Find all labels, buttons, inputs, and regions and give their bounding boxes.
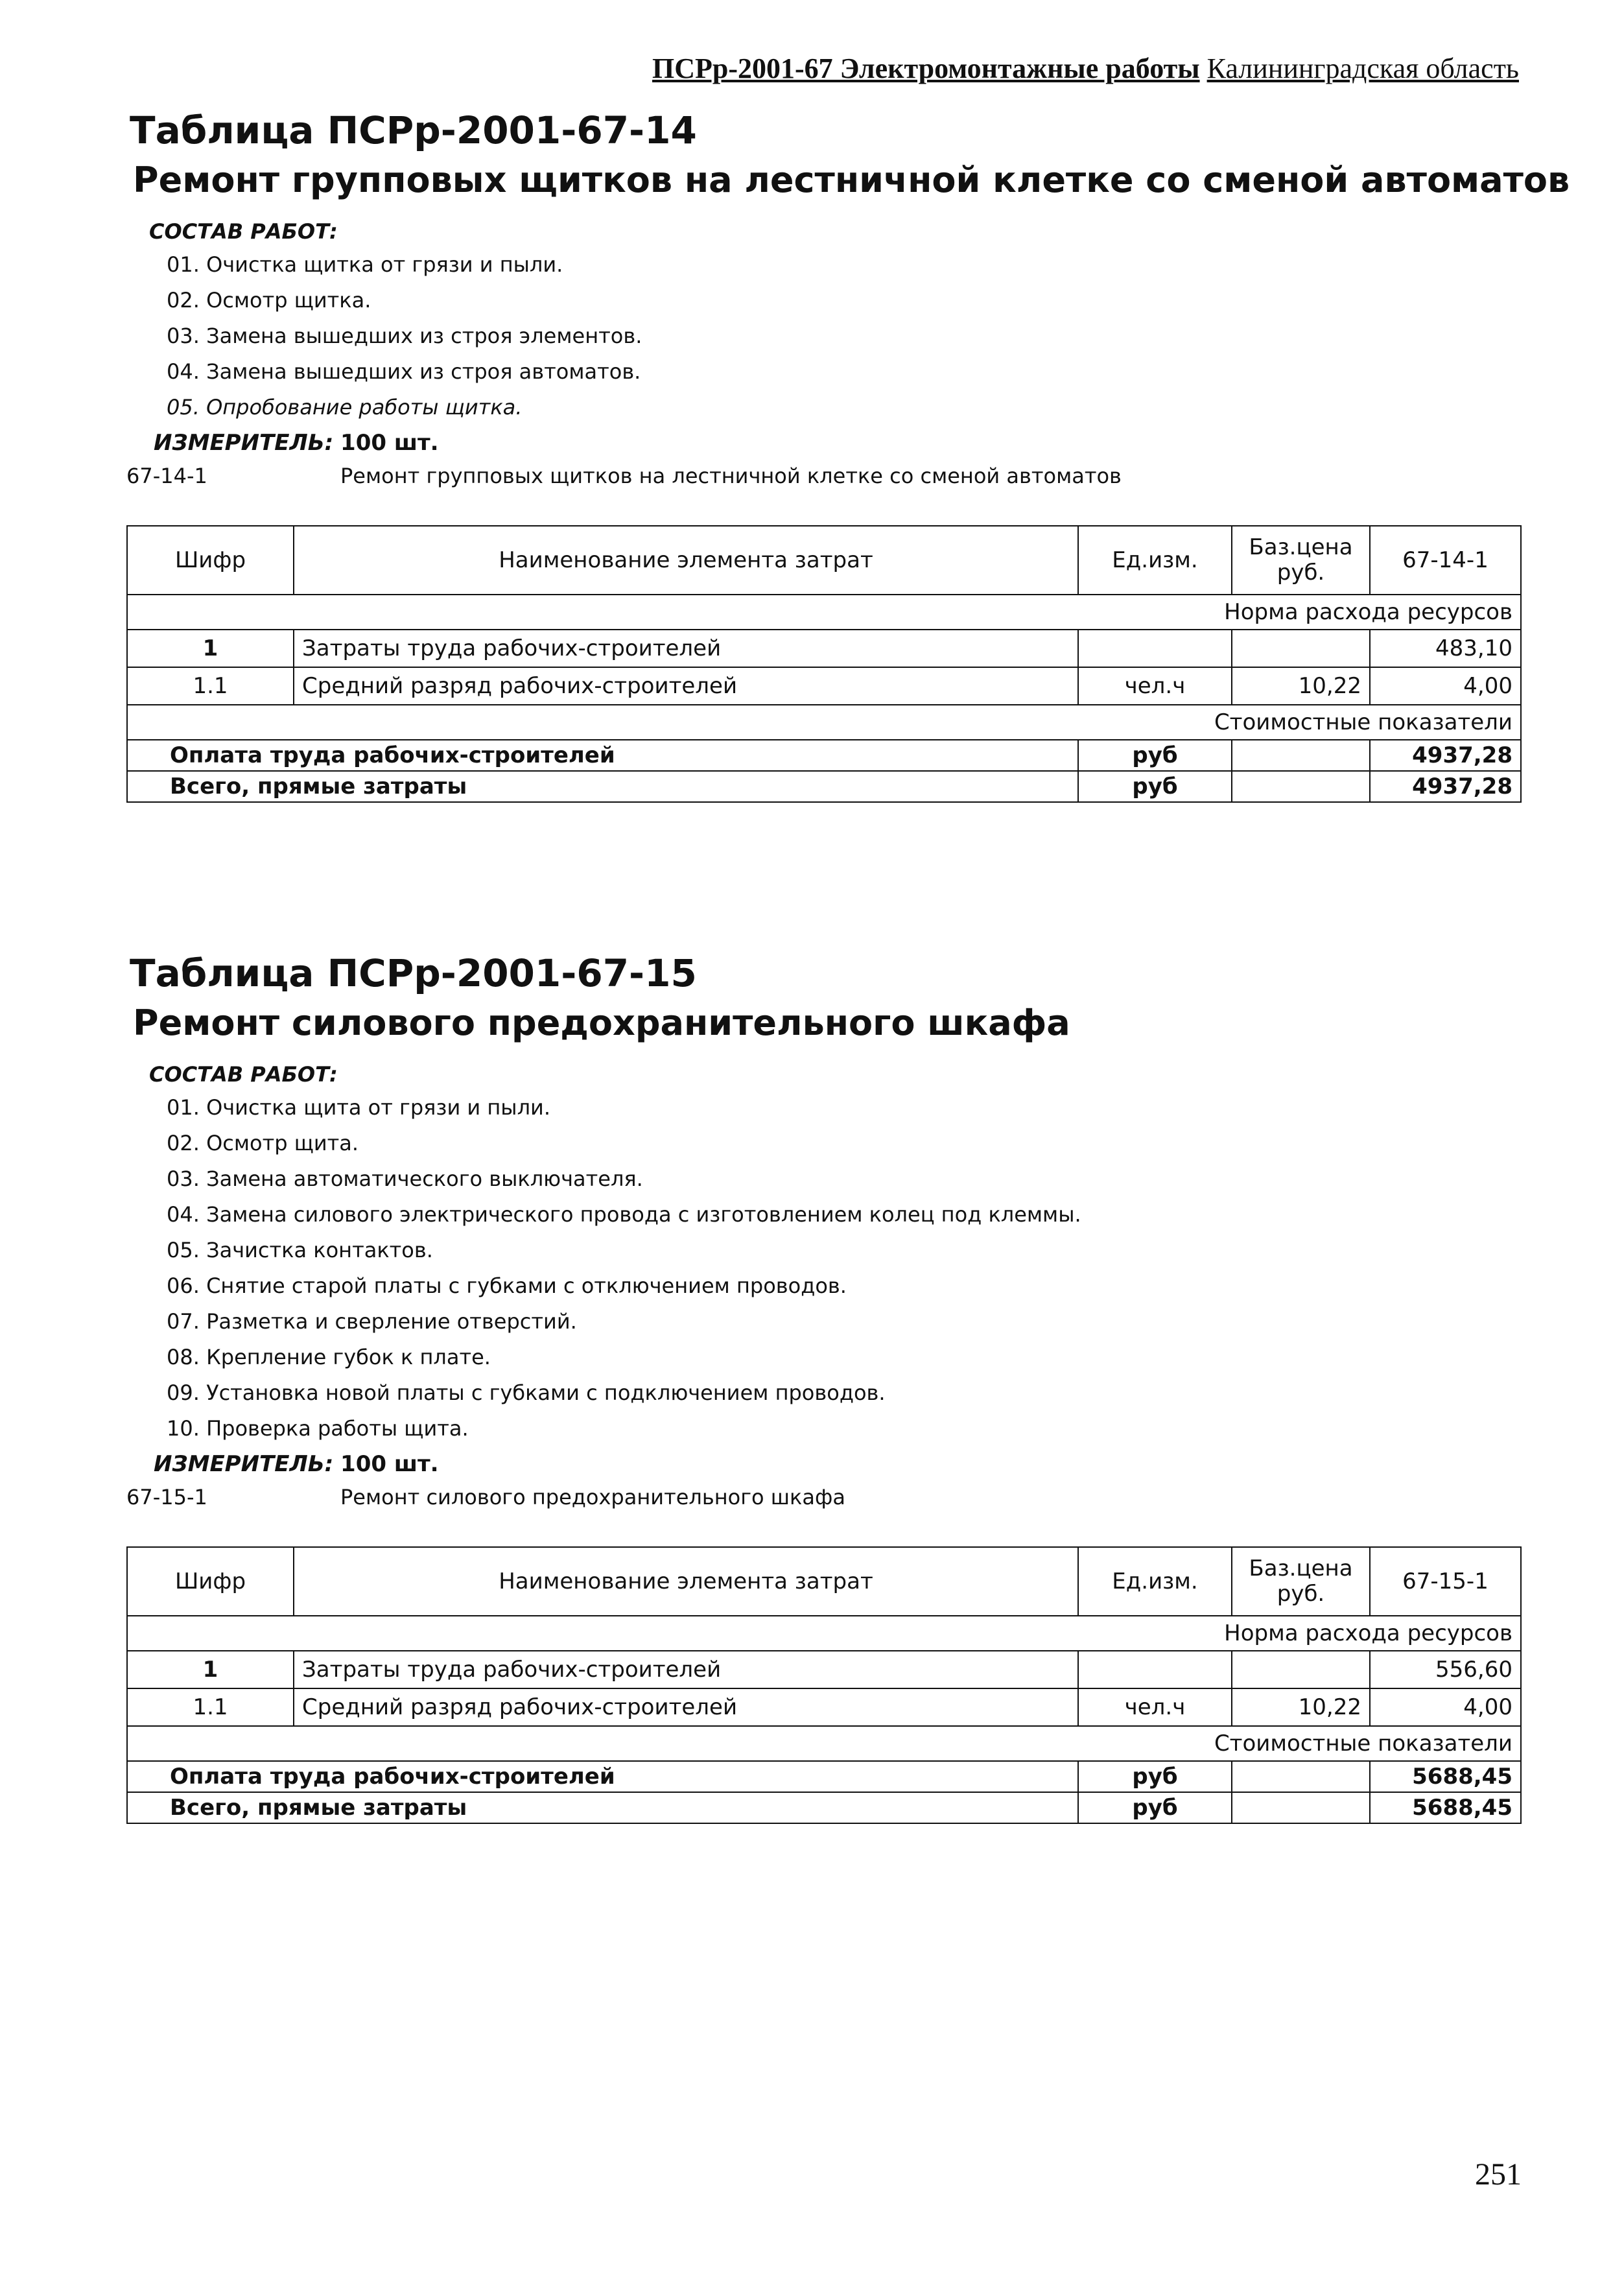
table-header-row: [127, 1547, 1521, 1616]
work-item: 06. Снятие старой платы с губками с отключением проводов.: [167, 1273, 847, 1299]
table-row: [127, 1688, 1521, 1726]
measure-label: ИЗМЕРИТЕЛЬ:: [154, 1451, 334, 1478]
work-item: 02. Осмотр щитка.: [167, 288, 371, 313]
measure-line: [154, 425, 1520, 460]
row-value: 556,60: [1370, 1651, 1521, 1688]
work-composition-label: СОСТАВ РАБОТ:: [149, 1062, 338, 1087]
total-price-empty: [1232, 771, 1370, 802]
col-item-header: 67-15-1: [1370, 1547, 1521, 1616]
work-item: 04. Замена вышедших из строя автоматов.: [167, 359, 641, 384]
total-row: [127, 1761, 1521, 1792]
table-row: [127, 667, 1521, 705]
measure-value: 100 шт.: [340, 430, 439, 456]
row-code: 1: [127, 1651, 294, 1688]
table-row: [127, 630, 1521, 667]
row-price: [1232, 1651, 1370, 1688]
cost-subheader-row: [127, 705, 1521, 740]
col-price-header: Баз.цена руб.: [1232, 1547, 1370, 1616]
work-item: 03. Замена автоматического выключателя.: [167, 1166, 643, 1192]
total-price-empty: [1232, 1761, 1370, 1792]
item-name: Ремонт групповых щитков на лестничной клетке со сменой автоматов: [340, 464, 1122, 489]
total-row: [127, 740, 1521, 771]
row-price: 10,22: [1232, 667, 1370, 705]
total-value: 4937,28: [1370, 771, 1521, 802]
row-name: Затраты труда рабочих-строителей: [294, 1651, 1078, 1688]
total-row: [127, 1792, 1521, 1823]
norm-subheader: Норма расхода ресурсов: [127, 595, 1521, 630]
work-item: 05. Опробование работы щитка.: [167, 395, 523, 420]
table-row: [127, 1651, 1521, 1688]
col-code-header: Шифр: [127, 526, 294, 595]
measure-label: ИЗМЕРИТЕЛЬ:: [154, 430, 334, 456]
row-value: 4,00: [1370, 667, 1521, 705]
row-value: 4,00: [1370, 1688, 1521, 1726]
col-name-header: Наименование элемента затрат: [294, 1547, 1078, 1616]
row-unit: чел.ч: [1078, 667, 1232, 705]
work-composition-label: СОСТАВ РАБОТ:: [149, 219, 338, 244]
row-unit: [1078, 630, 1232, 667]
col-name-header: Наименование элемента затрат: [294, 526, 1078, 595]
total-label: Оплата труда рабочих-строителей: [127, 740, 1078, 771]
row-price: [1232, 630, 1370, 667]
norm-subheader-row: [127, 595, 1521, 630]
work-item: 05. Зачистка контактов.: [167, 1238, 433, 1263]
row-name: Затраты труда рабочих-строителей: [294, 630, 1078, 667]
cost-table: [126, 1546, 1522, 1824]
total-unit: руб: [1078, 1792, 1232, 1823]
header-code: ПСРр-2001-67 Электромонтажные работы: [652, 53, 1200, 84]
total-label: Всего, прямые затраты: [127, 1792, 1078, 1823]
work-item: 01. Очистка щитка от грязи и пыли.: [167, 252, 563, 278]
norm-subheader: Норма расхода ресурсов: [127, 1616, 1521, 1651]
item-code: 67-15-1: [126, 1485, 207, 1510]
total-value: 5688,45: [1370, 1761, 1521, 1792]
col-unit-header: Ед.изм.: [1078, 1547, 1232, 1616]
row-price: 10,22: [1232, 1688, 1370, 1726]
total-unit: руб: [1078, 771, 1232, 802]
table-subtitle: Ремонт групповых щитков на лестничной клетке со сменой автоматов: [133, 159, 1570, 200]
table-header-row: [127, 526, 1521, 595]
work-list: [126, 247, 1520, 425]
item-name: Ремонт силового предохранительного шкафа: [340, 1485, 845, 1510]
table-subtitle: Ремонт силового предохранительного шкафа: [133, 1002, 1070, 1043]
page-number: 251: [1475, 2157, 1522, 2192]
cost-subheader-row: [127, 1726, 1521, 1761]
table-title: Таблица ПСРр-2001-67-15: [130, 951, 697, 995]
col-code-header: Шифр: [127, 1547, 294, 1616]
total-price-empty: [1232, 740, 1370, 771]
work-item: 04. Замена силового электрического провода с изготовлением колец под клеммы.: [167, 1202, 1081, 1227]
table-section-67-14: [126, 108, 1570, 803]
total-label: Всего, прямые затраты: [127, 771, 1078, 802]
work-item: 09. Установка новой платы с губками с подключением проводов.: [167, 1380, 886, 1406]
table-section-67-15: [126, 953, 1520, 1824]
col-unit-header: Ед.изм.: [1078, 526, 1232, 595]
cost-table: [126, 525, 1522, 803]
measure-line: [154, 1447, 1520, 1482]
item-code: 67-14-1: [126, 464, 207, 489]
total-unit: руб: [1078, 740, 1232, 771]
work-item: 01. Очистка щита от грязи и пыли.: [167, 1095, 550, 1120]
running-header: [652, 52, 1519, 85]
total-value: 5688,45: [1370, 1792, 1521, 1823]
row-name: Средний разряд рабочих-строителей: [294, 667, 1078, 705]
row-name: Средний разряд рабочих-строителей: [294, 1688, 1078, 1726]
row-unit: [1078, 1651, 1232, 1688]
total-row: [127, 771, 1521, 802]
total-unit: руб: [1078, 1761, 1232, 1792]
work-item: 07. Разметка и сверление отверстий.: [167, 1309, 577, 1334]
item-line: [126, 1482, 1520, 1513]
row-code: 1.1: [127, 1688, 294, 1726]
row-code: 1.1: [127, 667, 294, 705]
work-item: 10. Проверка работы щита.: [167, 1416, 469, 1441]
measure-value: 100 шт.: [340, 1451, 439, 1478]
header-region: Калининградская область: [1206, 53, 1519, 84]
row-code: 1: [127, 630, 294, 667]
total-value: 4937,28: [1370, 740, 1521, 771]
work-item: 08. Крепление губок к плате.: [167, 1345, 491, 1370]
total-price-empty: [1232, 1792, 1370, 1823]
item-line: [126, 460, 1520, 491]
norm-subheader-row: [127, 1616, 1521, 1651]
cost-subheader: Стоимостные показатели: [127, 1726, 1521, 1761]
cost-subheader: Стоимостные показатели: [127, 705, 1521, 740]
row-value: 483,10: [1370, 630, 1521, 667]
col-item-header: 67-14-1: [1370, 526, 1521, 595]
work-item: 03. Замена вышедших из строя элементов.: [167, 324, 642, 349]
work-list: [126, 1090, 1520, 1447]
col-price-header: Баз.цена руб.: [1232, 526, 1370, 595]
total-label: Оплата труда рабочих-строителей: [127, 1761, 1078, 1792]
table-title: Таблица ПСРр-2001-67-14: [130, 108, 697, 152]
work-item: 02. Осмотр щита.: [167, 1131, 359, 1156]
row-unit: чел.ч: [1078, 1688, 1232, 1726]
